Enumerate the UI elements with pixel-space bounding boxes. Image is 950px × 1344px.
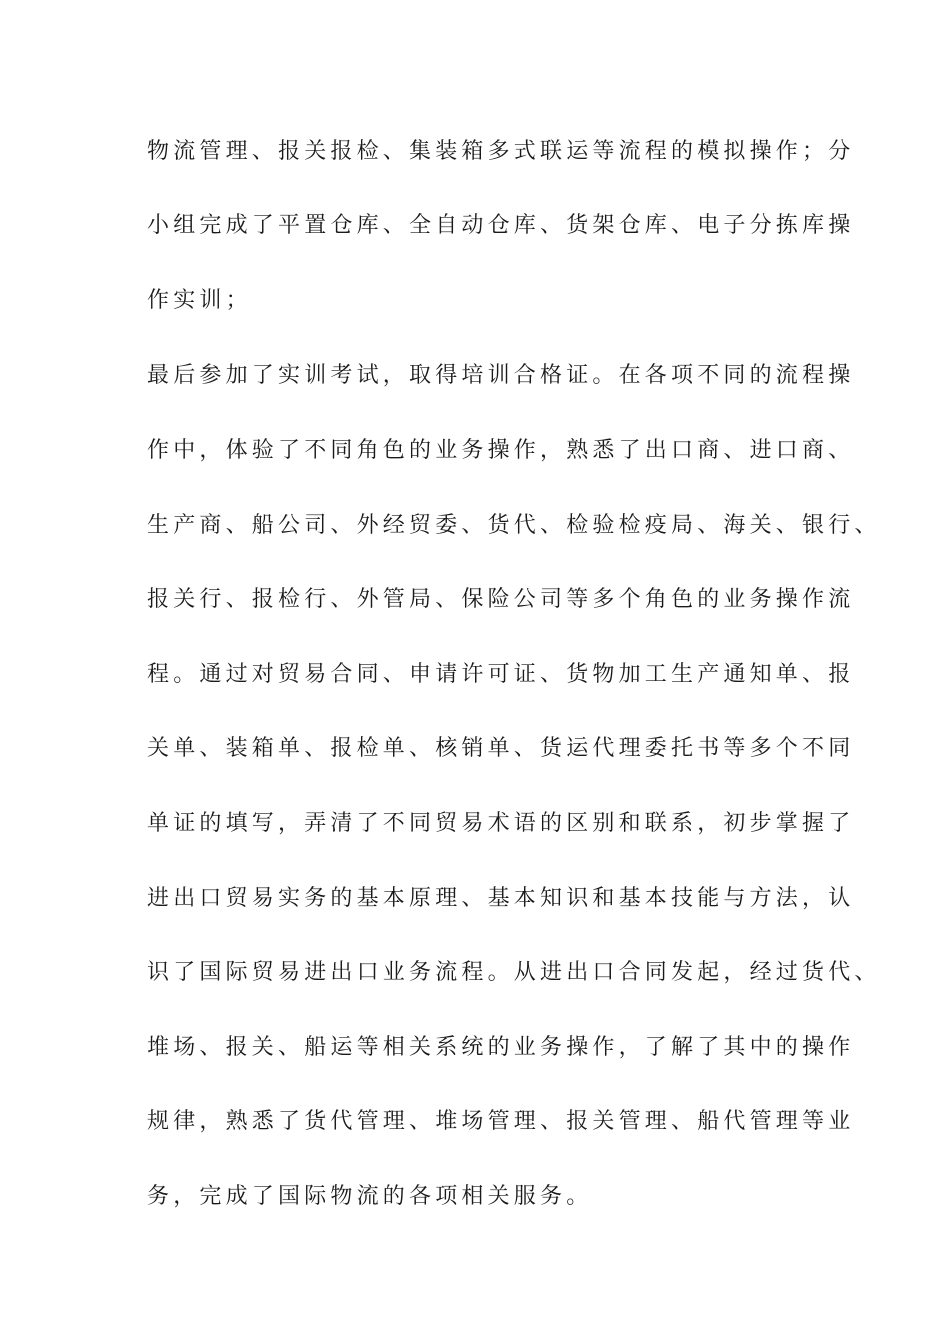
text-line: 小组完成了平置仓库、全自动仓库、货架仓库、电子分拣库操 — [147, 213, 855, 238]
text-line: 作实训； — [147, 288, 252, 313]
text-line: 堆场、报关、船运等相关系统的业务操作，了解了其中的操作 — [147, 1035, 855, 1060]
text-line: 物流管理、报关报检、集装箱多式联运等流程的模拟操作；分 — [147, 139, 855, 164]
text-line: 识了国际贸易进出口业务流程。从进出口合同发起，经过货代、 — [147, 960, 881, 985]
text-line: 规律，熟悉了货代管理、堆场管理、报关管理、船代管理等业 — [147, 1109, 855, 1134]
text-line: 进出口贸易实务的基本原理、基本知识和基本技能与方法，认 — [147, 886, 855, 911]
text-line: 单证的填写，弄清了不同贸易术语的区别和联系，初步掌握了 — [147, 811, 855, 836]
text-line: 关单、装箱单、报检单、核销单、货运代理委托书等多个不同 — [147, 736, 855, 761]
text-line: 作中，体验了不同角色的业务操作，熟悉了出口商、进口商、 — [147, 438, 855, 463]
text-line: 生产商、船公司、外经贸委、货代、检验检疫局、海关、银行、 — [147, 513, 881, 538]
text-line: 程。通过对贸易合同、申请许可证、货物加工生产通知单、报 — [147, 662, 855, 687]
text-line: 最后参加了实训考试，取得培训合格证。在各项不同的流程操 — [147, 363, 855, 388]
text-line: 报关行、报检行、外管局、保险公司等多个角色的业务操作流 — [147, 587, 855, 612]
text-line: 务，完成了国际物流的各项相关服务。 — [147, 1184, 593, 1209]
